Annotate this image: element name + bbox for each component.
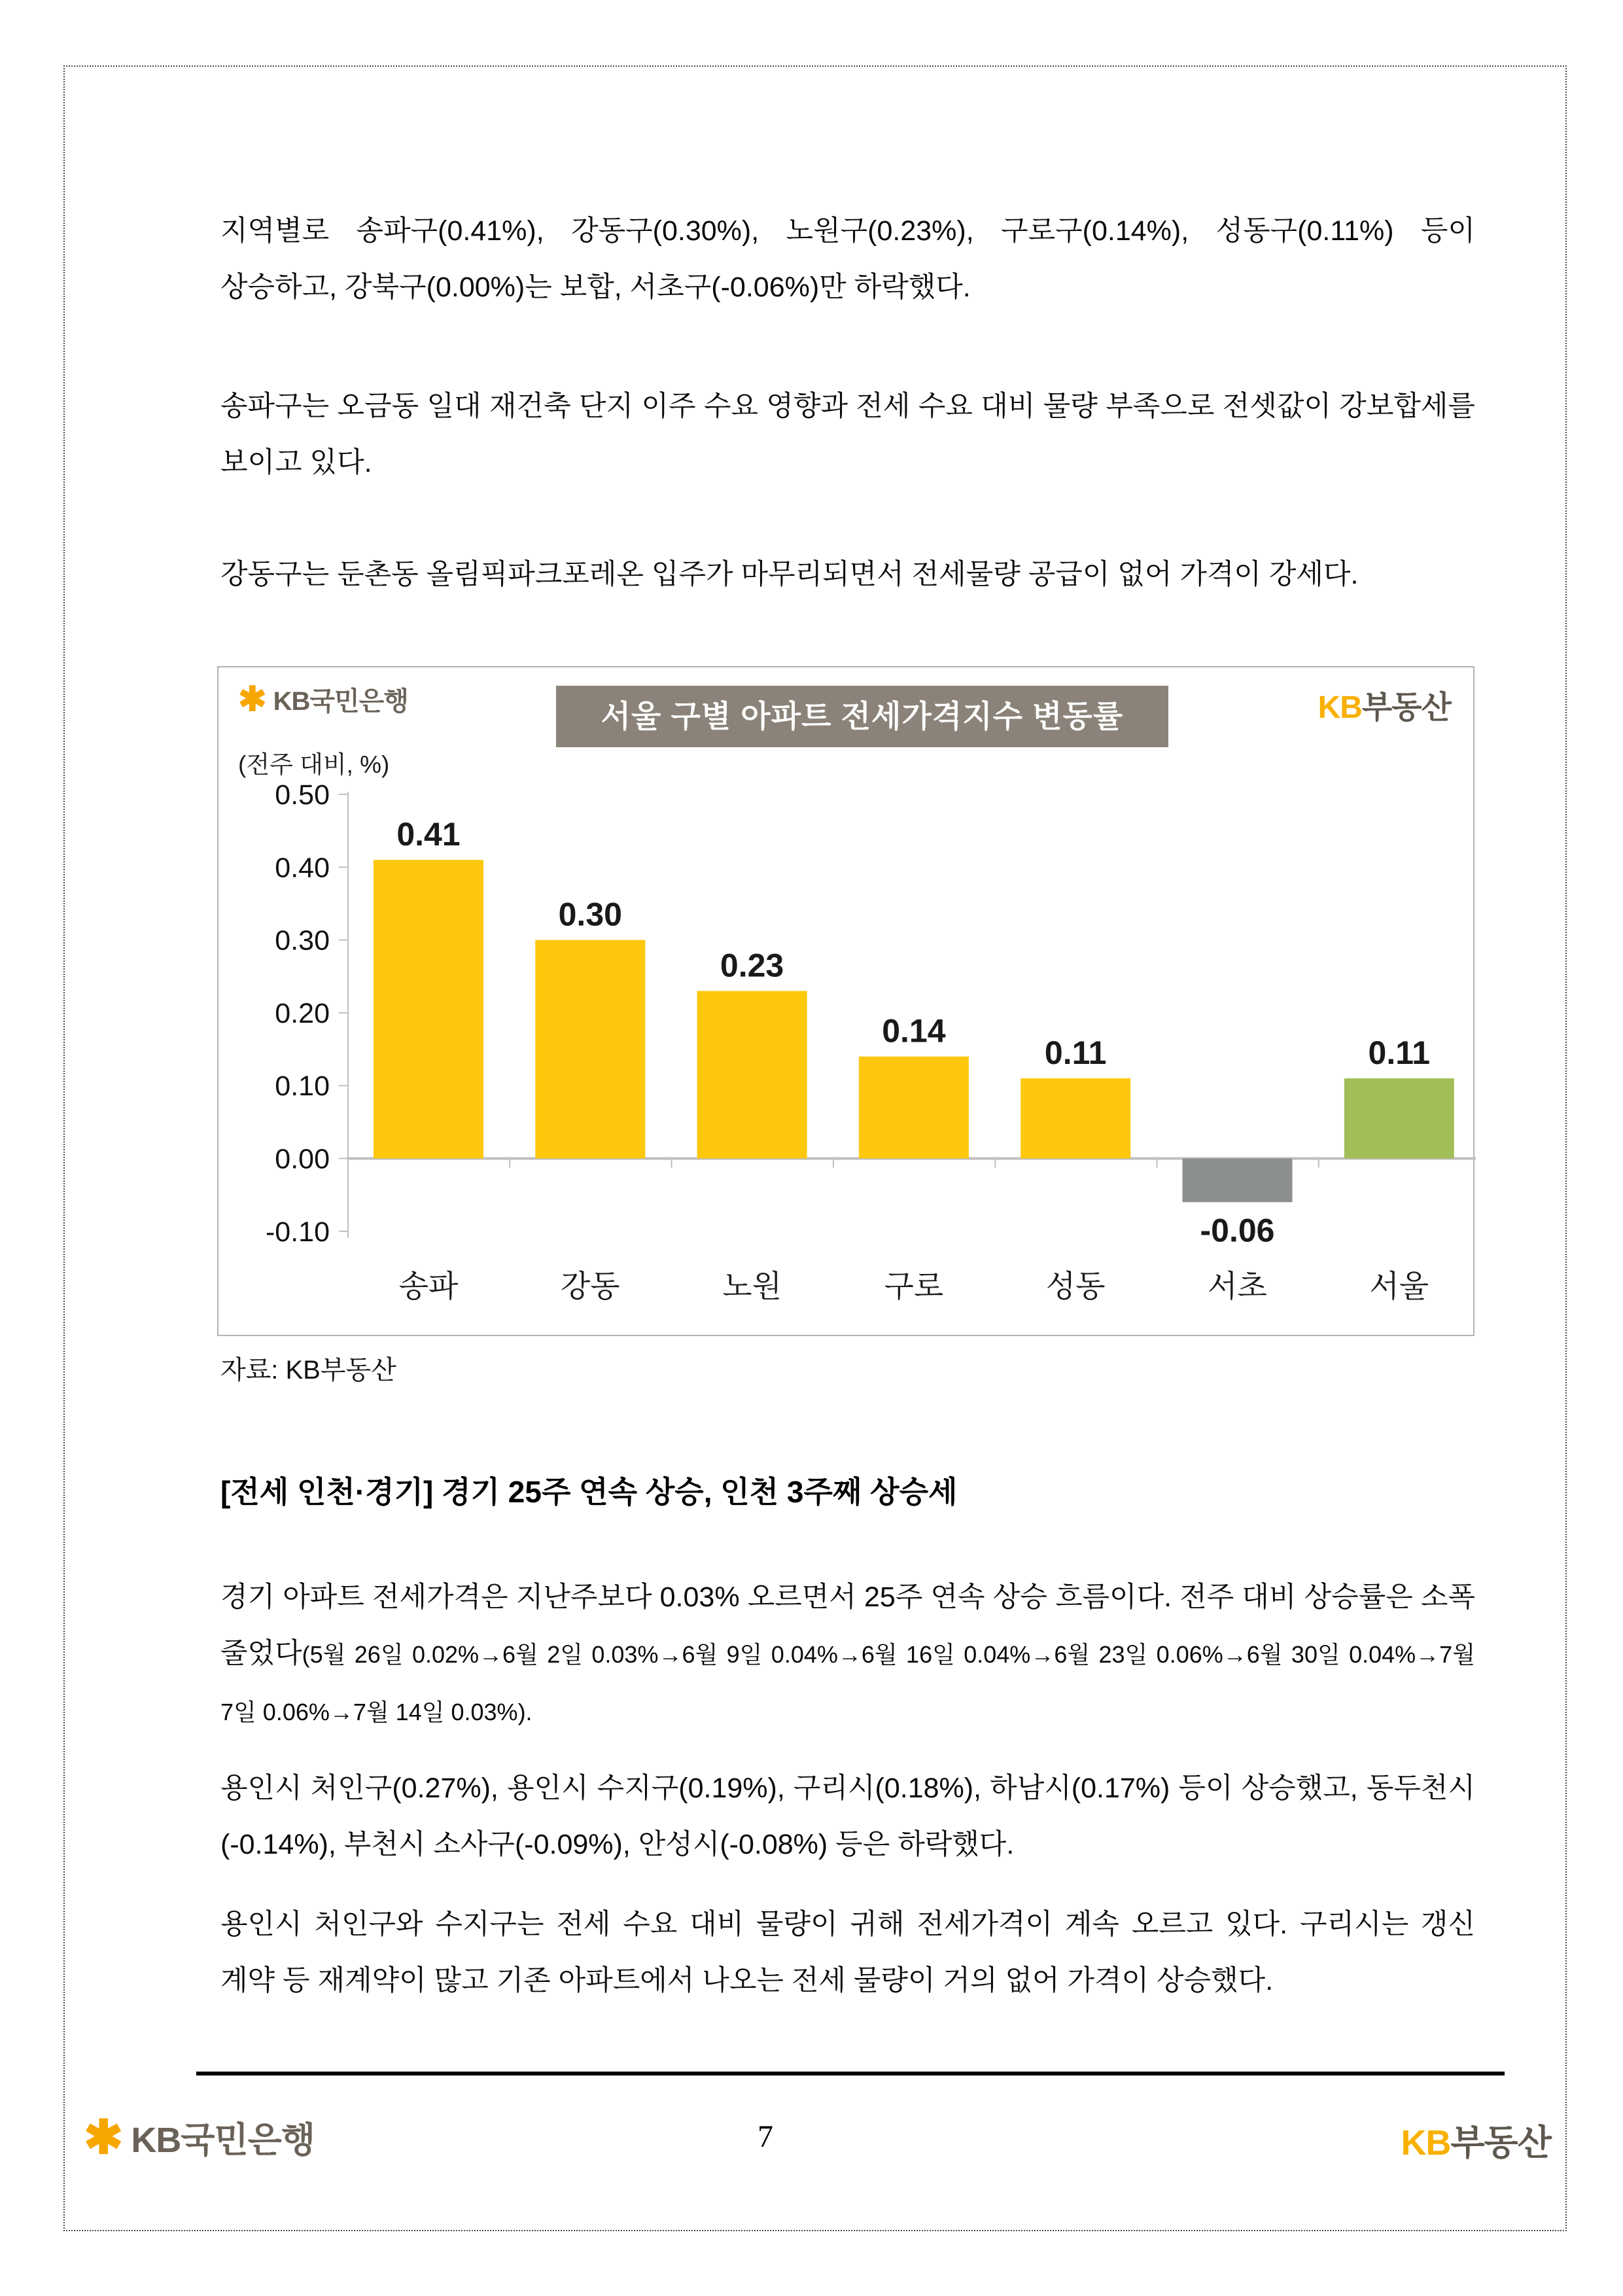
paragraph-gyeonggi-weekly-rates: (5월 26일 0.02%→6월 2일 0.03%→6월 9일 0.04%→6월 16일 0.04%→6월 23일 0.06%→6월 30일 0.04%→7월 7일 0.06%→7월 14일 0.03%). (220, 1641, 1475, 1725)
y-axis-tick-label: 0.50 (275, 779, 330, 811)
paragraph-gyeonggi-trend (220, 1569, 1475, 1740)
footer-divider-line (196, 2072, 1505, 2075)
bar-1 (535, 940, 645, 1159)
y-axis-tick-label: -0.10 (265, 1216, 330, 1248)
seoul-jeonse-chart (217, 666, 1475, 1336)
y-axis-tick-label: 0.30 (275, 925, 330, 957)
x-axis-category-label: 강동 (560, 1269, 620, 1303)
y-axis-tick-label: 0.10 (275, 1070, 330, 1103)
section-heading-incheon-gyeonggi: [전세 인천·경기] 경기 25주 연속 상승, 인천 3주째 상승세 (220, 1475, 958, 1509)
bar-3 (859, 1057, 969, 1159)
chart-source-note: 자료: KB부동산 (220, 1356, 396, 1385)
paragraph-gyeonggi-lead: 경기 아파트 전세가격은 지난주보다 0.03% 오르면서 25주 연속 상승 흐름이다. 전주 대비 상승률은 소폭 줄었다 (220, 1581, 1475, 1669)
bar-6 (1344, 1078, 1454, 1158)
y-axis-tick-label: 0.20 (275, 997, 330, 1029)
bar-value-label: 0.30 (558, 896, 622, 933)
bar-2 (697, 991, 807, 1159)
chart-unit-label: (전주 대비, %) (238, 751, 390, 778)
bar-value-label: 0.11 (1368, 1034, 1431, 1072)
bar-value-label: 0.23 (720, 947, 784, 984)
x-axis-category-label: 송파 (398, 1269, 459, 1303)
paragraph-gyeonggi-districts: 용인시 처인구(0.27%), 용인시 수지구(0.19%), 구리시(0.18%), 하남시(0.17%) 등이 상승했고, 동두천시(-0.14%), 부천시 소사구(-0.09%), 안성시(-0.08%) 등은 하락했다. (220, 1773, 1475, 1860)
footer-kb-kookmin-logo (84, 2112, 315, 2163)
page-number: 7 (758, 2119, 773, 2154)
kb-realty-logo-kb: KB (1318, 690, 1362, 725)
chart-kb-kookmin-logo (238, 680, 408, 718)
kb-star-icon: ✱ (238, 680, 267, 718)
bar-value-label: 0.41 (396, 816, 461, 853)
kb-realty-logo-text: 부동산 (1361, 690, 1451, 725)
kb-star-icon: ✱ (84, 2111, 124, 2164)
bar-chart-plot (218, 667, 1476, 1335)
paragraph-seoul-districts: 지역별로 송파구(0.41%), 강동구(0.30%), 노원구(0.23%), 구로구(0.14%), 성동구(0.11%) 등이 상승하고, 강북구(0.00%)는 보합, 서초구(-0.06%)만 하락했다. (220, 215, 1475, 303)
bar-value-label: 0.14 (882, 1012, 946, 1050)
y-axis-tick-label: 0.40 (275, 852, 330, 884)
x-axis-category-label: 구로 (884, 1269, 944, 1303)
kb-realty-logo-text: 부동산 (1450, 2123, 1551, 2163)
x-axis-category-label: 서초 (1208, 1269, 1267, 1303)
chart-title: 서울 구별 아파트 전세가격지수 변동률 (556, 686, 1168, 747)
x-axis-category-label: 서울 (1369, 1269, 1429, 1303)
paragraph-yongin-guri: 용인시 처인구와 수지구는 전세 수요 대비 물량이 귀해 전세가격이 계속 오르고 있다. 구리시는 갱신 계약 등 재계약이 많고 기존 아파트에서 나오는 전세 물량이 거의 없어 가격이 상승했다. (220, 1909, 1475, 1996)
bar-0 (374, 860, 483, 1158)
chart-kb-realty-logo (1318, 682, 1451, 727)
bar-value-label: -0.06 (1200, 1212, 1275, 1249)
bar-5 (1183, 1159, 1293, 1203)
kb-kookmin-logo-text: KB국민은행 (131, 2121, 315, 2160)
bar-4 (1021, 1078, 1130, 1158)
paragraph-gangdong: 강동구는 둔촌동 올림픽파크포레온 입주가 마무리되면서 전세물량 공급이 없어 가격이 강세다. (220, 559, 1359, 590)
bar-value-label: 0.11 (1044, 1034, 1107, 1072)
kb-realty-logo-kb: KB (1401, 2123, 1451, 2163)
x-axis-category-label: 노원 (722, 1269, 782, 1303)
x-axis-category-label: 성동 (1045, 1269, 1106, 1303)
paragraph-songpa: 송파구는 오금동 일대 재건축 단지 이주 수요 영향과 전세 수요 대비 물량 부족으로 전셋값이 강보합세를 보이고 있다. (220, 391, 1475, 478)
footer-kb-realty-logo (1401, 2115, 1552, 2165)
y-axis-tick-label: 0.00 (275, 1143, 330, 1175)
kb-kookmin-logo-text: KB국민은행 (273, 687, 408, 716)
